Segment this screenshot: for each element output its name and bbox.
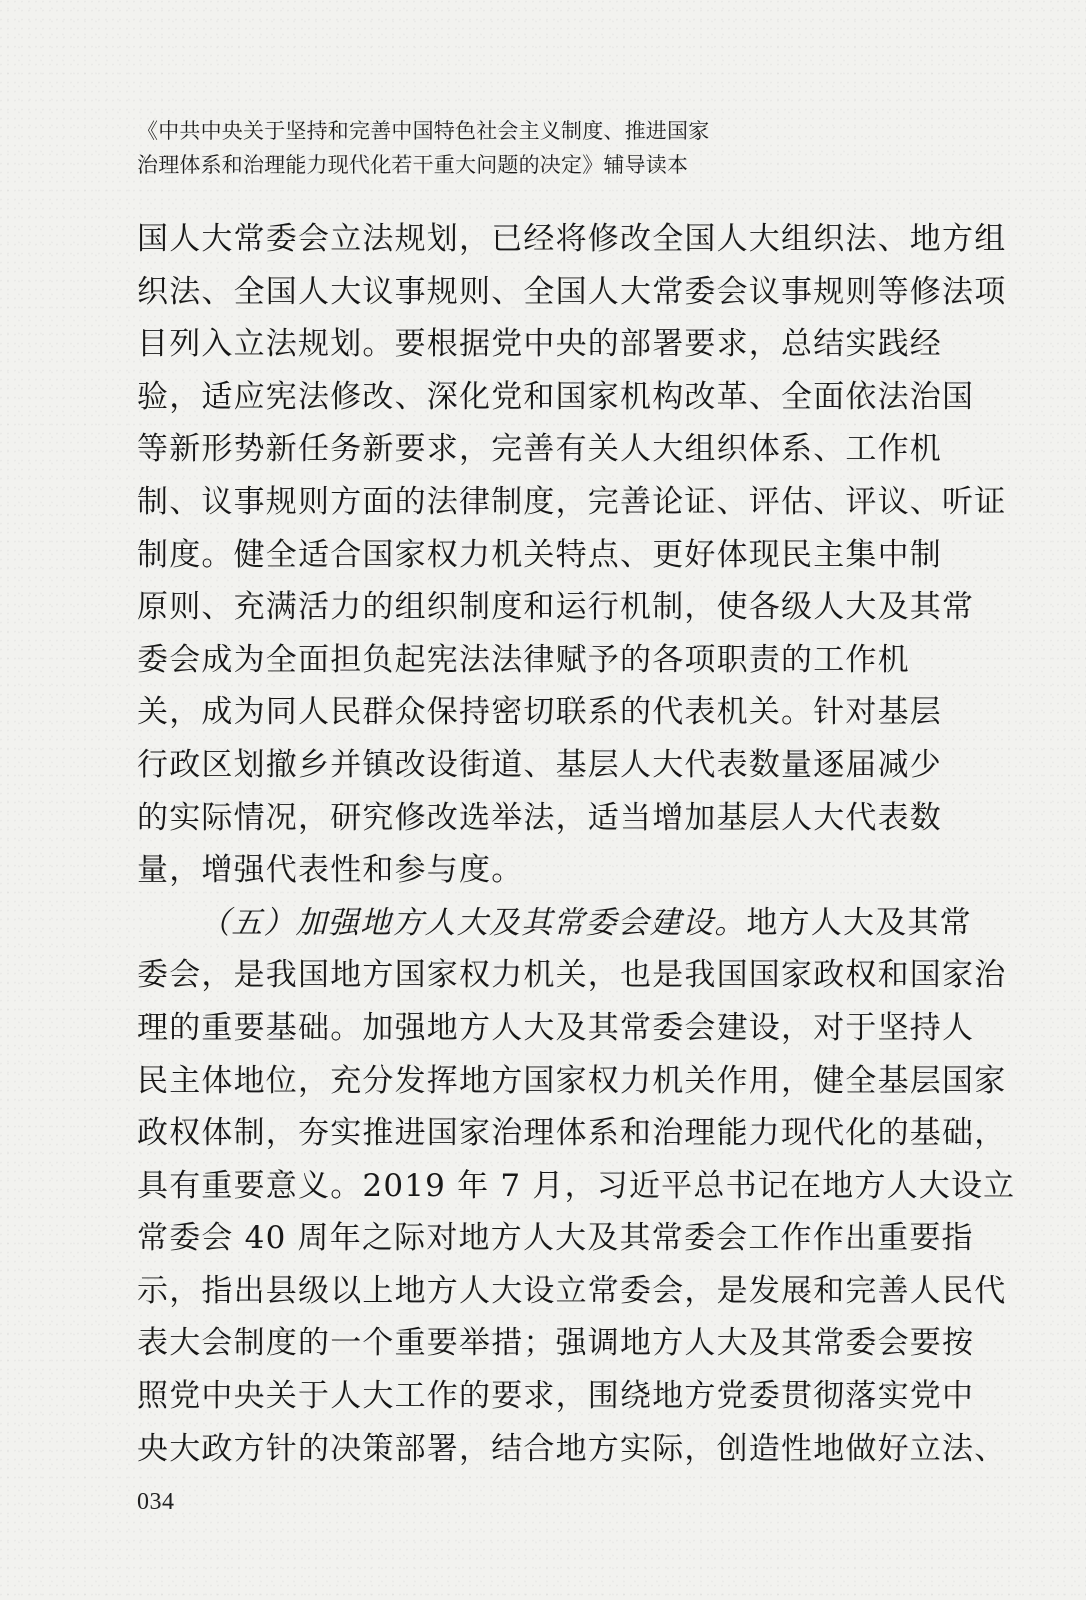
running-header-line: 治理体系和治理能力现代化若干重大问题的决定》辅导读本: [137, 153, 689, 177]
text-line: 制度。健全适合国家权力机关特点、更好体现民主集中制: [137, 536, 942, 573]
page-number: 034: [137, 1489, 175, 1515]
text-line: 委会，是我国地方国家权力机关，也是我国国家政权和国家治: [137, 957, 1007, 994]
text-line: 目列入立法规划。要根据党中央的部署要求，总结实践经: [137, 326, 942, 363]
text-line: 等新形势新任务新要求，完善有关人大组织体系、工作机: [137, 431, 942, 468]
text-line: 验，适应宪法修改、深化党和国家机构改革、全面依法治国: [137, 378, 975, 415]
section-heading: （五）加强地方人大及其常委会建设。: [199, 904, 747, 941]
text-line: 行政区划撤乡并镇改设街道、基层人大代表数量逐届减少: [137, 746, 942, 783]
text-line: 国人大常委会立法规划，已经将修改全国人大组织法、地方组: [137, 221, 1007, 257]
text-line: 表大会制度的一个重要举措；强调地方人大及其常委会要按: [137, 1325, 975, 1362]
text-line: 民主体地位，充分发挥地方国家权力机关作用，健全基层国家: [137, 1062, 1007, 1099]
running-header-line: 《中共中央关于坚持和完善中国特色社会主义制度、推进国家: [137, 119, 710, 143]
text-line: 委会成为全面担负起宪法法律赋予的各项职责的工作机: [137, 641, 910, 678]
text-line: 关，成为同人民群众保持密切联系的代表机关。针对基层: [137, 694, 942, 731]
text-line: 具有重要意义。2019 年 7 月，习近平总书记在地方人大设立: [137, 1167, 1016, 1204]
text-line: 量，增强代表性和参与度。: [137, 852, 524, 889]
text-line: 政权体制，夯实推进国家治理体系和治理能力现代化的基础，: [137, 1115, 1007, 1152]
text-line: 原则、充满活力的组织制度和运行机制，使各级人大及其常: [137, 589, 975, 626]
section-paragraph-start: [137, 897, 972, 950]
text-line: 示，指出县级以上地方人大设立常委会，是发展和完善人民代: [137, 1272, 1007, 1309]
text-line: 的实际情况，研究修改选举法，适当增加基层人大代表数: [137, 799, 942, 836]
text-line: 央大政方针的决策部署，结合地方实际，创造性地做好立法、: [137, 1430, 1007, 1467]
text-fragment: 地方人大及其常: [746, 904, 972, 941]
text-line: 常委会 40 周年之际对地方人大及其常委会工作作出重要指: [137, 1220, 974, 1257]
text-line: 织法、全国人大议事规则、全国人大常委会议事规则等修法项: [137, 273, 1007, 310]
main-text: [137, 213, 1016, 1475]
text-line: 理的重要基础。加强地方人大及其常委会建设，对于坚持人: [137, 1009, 975, 1046]
text-line: 制、议事规则方面的法律制度，完善论证、评估、评议、听证: [137, 483, 1007, 520]
running-header: [137, 114, 837, 182]
text-line: 照党中央关于人大工作的要求，围绕地方党委贯彻落实党中: [137, 1378, 975, 1415]
